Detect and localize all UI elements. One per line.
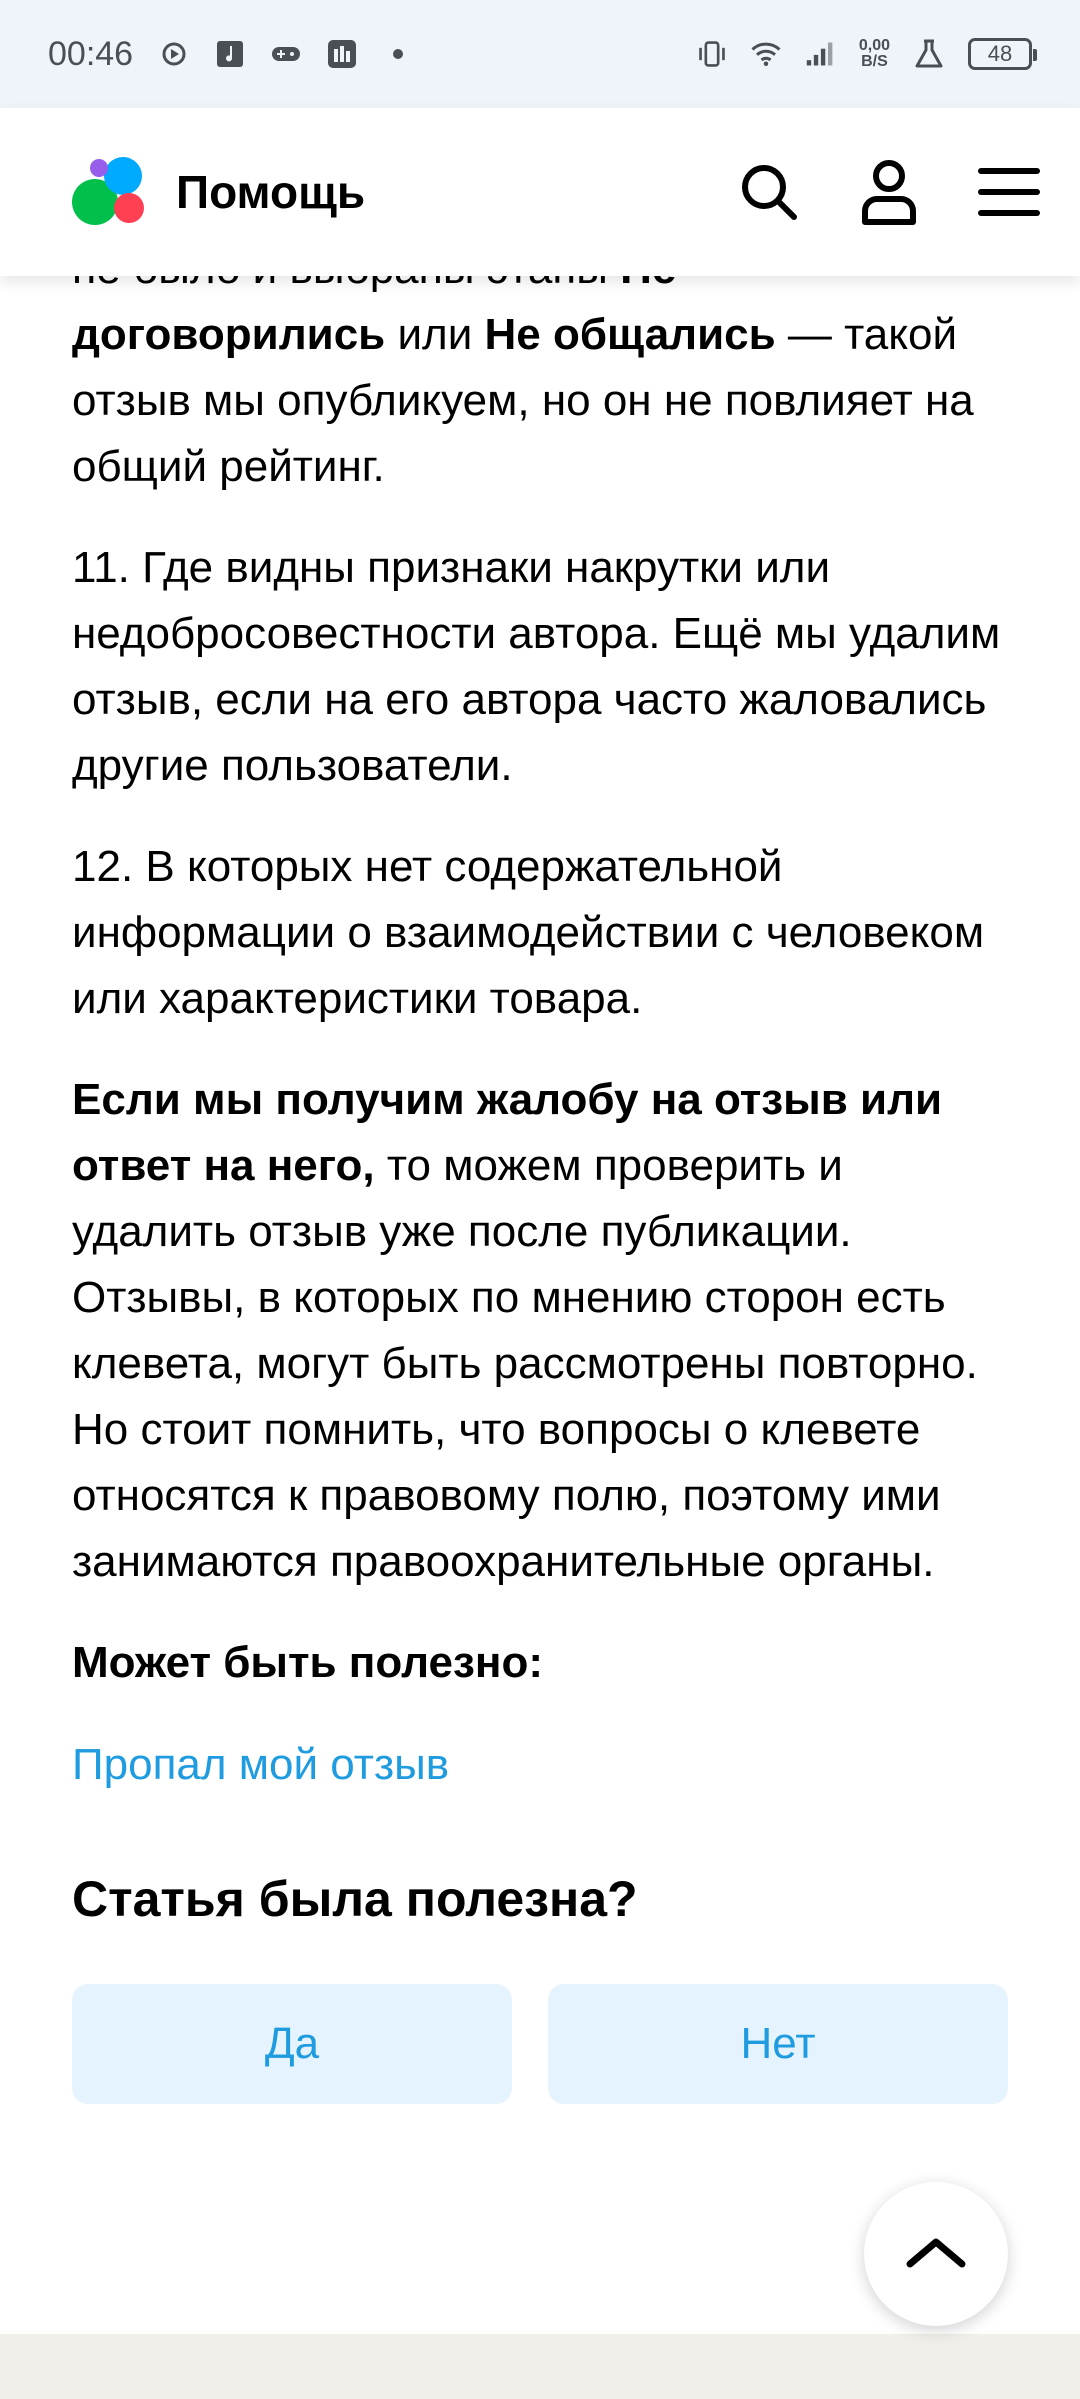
net-speed-value: 0,00 [858,37,890,54]
complaint-rest: то можем проверить и удалить отзыв уже после публикации. Отзывы, в которых по мнению сторон есть клевета, могут быть рассмотрены повторно. Но стоит помнить, что вопросы о клевете относятся к правовому полю, поэтому ими занимаются правоохранительные органы. [72,1141,978,1586]
menu-icon[interactable] [974,157,1044,227]
bank-app-icon [327,39,357,69]
article-content [72,236,1012,2104]
related-link-missing-review[interactable]: Пропал мой отзыв [72,1740,450,1789]
app-header [0,108,1080,276]
text-rating-rest: — такой отзыв мы опубликуем, но он не повлияет на общий рейтинг. [72,310,974,491]
footer-strip [0,2334,1080,2399]
net-speed-unit: B/S [861,53,888,70]
status-right [697,38,1032,70]
gamepad-icon [271,39,301,69]
avito-logo-icon[interactable] [72,157,146,227]
more-notifications-icon [383,39,413,69]
bold-agreed: договорились [72,310,386,359]
scroll-to-top-button[interactable] [864,2182,1008,2326]
list-item-11: 11. Где видны признаки накрутки или недобросовестности автора. Ещё мы удалим отзыв, если на его автора часто жаловались другие пользователи. [72,543,1001,790]
complaint-paragraph [72,1067,1012,1595]
feedback-title: Статья была полезна? [72,1871,638,1927]
wifi-icon [751,39,781,69]
feedback-yes-button[interactable]: Да [72,1984,512,2104]
net-speed [859,38,890,70]
bold-not-talked: Не общались [484,310,776,359]
status-bar [0,0,1080,108]
related-heading: Может быть полезно: [72,1638,543,1687]
music-app-icon [215,39,245,69]
vibrate-icon [697,39,727,69]
battery-indicator: 48 [968,38,1032,70]
header-actions [734,157,1044,227]
search-icon[interactable] [734,157,804,227]
text-or: или [385,310,485,359]
header-title: Помощь [176,166,366,218]
flask-icon [914,39,944,69]
complaint-bold: Если мы получим жалобу на отзыв или ответ на него, [72,1075,943,1190]
status-time: 00:46 [48,34,134,73]
feedback-no-button[interactable]: Нет [548,1984,1008,2104]
feedback-buttons [72,1984,1012,2104]
status-left [48,35,413,74]
profile-icon[interactable] [854,157,924,227]
list-item-12: 12. В которых нет содержательной информации о взаимодействии с человеком или характеристики товара. [72,842,985,1023]
chevron-up-icon [904,2232,968,2277]
signal-icon [805,39,835,69]
media-icon [159,39,189,69]
